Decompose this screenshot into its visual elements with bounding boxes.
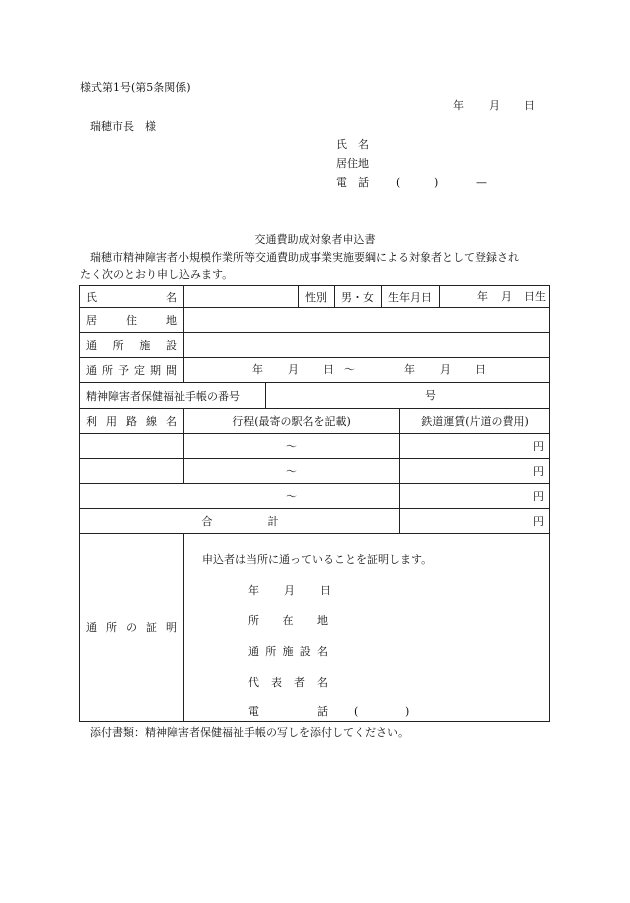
cert-month: 月: [284, 584, 295, 597]
applicant-phone-label: 電 話: [336, 176, 369, 189]
cert-facility-name: 通 所 施 設 名: [248, 645, 328, 658]
route-row-2-tilde: ～: [286, 465, 297, 478]
birth-year: 年: [477, 290, 488, 303]
period-label: 通 所 予 定 期 間: [86, 364, 177, 377]
addressee: 瑞穂市長 様: [90, 120, 156, 133]
period-month-1: 月: [288, 363, 299, 376]
route-row-1-tilde: ～: [286, 440, 297, 453]
applicant-phone-close: ): [434, 176, 439, 189]
date-day: 日: [524, 99, 535, 112]
cert-location: 所 在 地: [248, 614, 328, 627]
birth-day: 日生: [524, 290, 546, 303]
period-tilde: ～: [344, 363, 355, 376]
route-header: 利 用 路 線 名: [86, 415, 177, 428]
route-row-3-yen: 円: [533, 490, 544, 503]
facility-label: 通 所 施 設: [86, 339, 177, 352]
date-year: 年: [453, 99, 464, 112]
address-label: 居 住 地: [86, 314, 177, 327]
cert-phone: 電 話: [248, 705, 328, 718]
route-row-3-tilde: ～: [286, 490, 297, 503]
itinerary-header: 行程(最寄の駅名を記載): [232, 415, 351, 428]
route-row-1-yen: 円: [533, 440, 544, 453]
form-title: 交通費助成対象者申込書: [254, 233, 376, 246]
gender-value[interactable]: 男・女: [341, 290, 374, 304]
attachment-note: 添付書類：精神障害者保健福祉手帳の写しを添付してください。: [90, 726, 409, 739]
cert-representative: 代 表 者 名: [248, 676, 328, 689]
cert-day: 日: [320, 584, 331, 597]
applicant-address-label: 居住地: [336, 157, 369, 170]
cert-year: 年: [248, 584, 259, 597]
period-day-1: 日: [323, 363, 334, 376]
fare-header: 鉄道運賃(片道の費用): [421, 415, 529, 428]
cert-statement: 申込者は当所に通っていることを証明します。: [202, 553, 433, 566]
applicant-phone-dash: —: [476, 176, 487, 189]
birth-label: 生年月日: [388, 290, 432, 304]
gender-label: 性別: [305, 290, 327, 304]
cert-phone-close: ): [405, 705, 410, 718]
handbook-label: 精神障害者保健福祉手帳の番号: [86, 389, 240, 403]
cert-label: 通 所 の 証 明: [86, 621, 177, 634]
applicant-name-label: 氏 名: [336, 138, 369, 151]
date-month: 月: [489, 99, 500, 112]
cert-phone-open: (: [354, 705, 359, 718]
period-month-2: 月: [440, 363, 451, 376]
birth-month: 月: [501, 290, 512, 303]
form-number: 様式第1号(第5条関係): [80, 81, 191, 94]
name-label: 氏 名: [86, 290, 177, 304]
handbook-suffix: 号: [425, 389, 436, 402]
intro-line-1: 瑞穂市精神障害者小規模作業所等交通費助成事業実施要綱による対象者として登録され: [90, 251, 519, 264]
period-year-1: 年: [252, 363, 263, 376]
total-label: 合 計: [201, 515, 279, 528]
route-row-2-yen: 円: [533, 465, 544, 478]
period-day-2: 日: [475, 363, 486, 376]
applicant-phone-open: (: [396, 176, 401, 189]
intro-line-2: たく次のとおり申し込みます。: [80, 268, 234, 281]
period-year-2: 年: [404, 363, 415, 376]
total-yen: 円: [533, 515, 544, 528]
